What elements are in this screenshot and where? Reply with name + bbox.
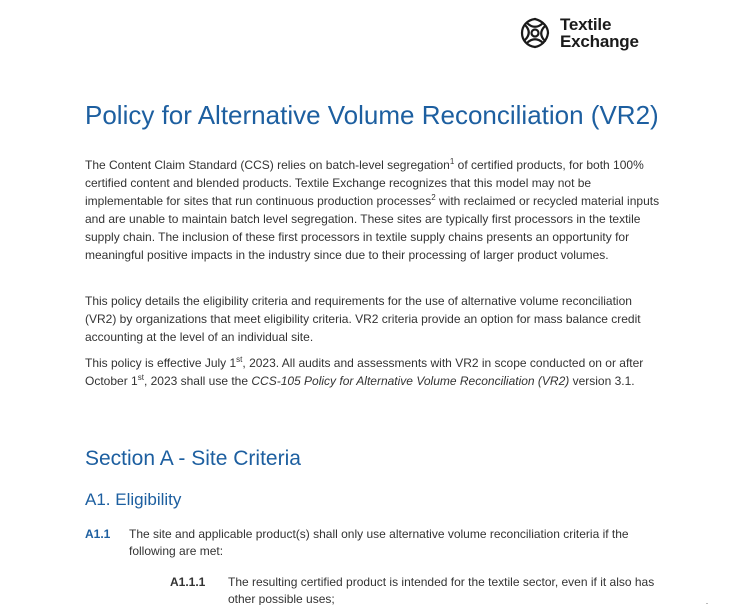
clause-a1-1: [85, 526, 655, 560]
intro-paragraph: [85, 156, 665, 264]
scan-mark: [706, 603, 708, 604]
logo-line-2: Exchange: [560, 32, 639, 51]
clause-number: A1.1: [85, 527, 111, 541]
subsection-title: A1. Eligibility: [85, 490, 182, 509]
section-title: Section A - Site Criteria: [85, 447, 301, 470]
effective-text-1: This policy is effective July 1: [85, 356, 237, 370]
textile-exchange-logo-icon: [518, 16, 552, 50]
clause-number: A1.1.1: [170, 575, 206, 589]
footnote-ref-1: 1: [449, 157, 455, 166]
effective-text-3: , 2023 shall use the: [143, 374, 252, 388]
effective-text-2: , 2023. All audits and assessments with VR2 in scope conducted on or after October 1: [85, 356, 644, 388]
intro-text-3: with reclaimed or recycled material inputs and are unable to maintain batch level segregation. These sites are typically first processors in the textile supply chain. The inclusion of these first processors in textile supply chains presents an opportunity for meaningful positive impacts in the industry since due to their processing of larger product volumes.: [85, 194, 660, 262]
footnote-ref-2: 2: [431, 193, 436, 202]
ordinal-sup-2: st: [137, 373, 144, 382]
scope-paragraph: This policy details the eligibility criteria and requirements for the use of alternative volume reconciliation (VR2) by organizations that meet eligibility criteria. VR2 criteria provide an option for mass balance credit accounting at the level of an individual site.: [85, 294, 641, 344]
logo-wordmark: [560, 16, 639, 50]
intro-text-1: The Content Claim Standard (CCS) relies on batch-level segregation: [85, 158, 450, 172]
clause-text: The site and applicable product(s) shall only use alternative volume reconciliation criteria if the following are met:: [129, 527, 629, 558]
effective-date-paragraph: [85, 354, 665, 390]
policy-document-reference: CCS-105 Policy for Alternative Volume Reconciliation (VR2): [251, 374, 570, 388]
ordinal-sup-1: st: [236, 355, 243, 364]
page-title: Policy for Alternative Volume Reconciliation (VR2): [85, 100, 659, 130]
clause-text: The resulting certified product is intended for the textile sector, even if it also has other possible uses;: [228, 575, 655, 605]
textile-exchange-logo: [518, 16, 639, 50]
intro-text-2: of certified products, for both 100% certified content and blended products. Textile Exchange recognizes that this model may not be implementable for sites that run continuous production processes: [85, 158, 644, 208]
clause-a1-1-1: [170, 574, 655, 605]
effective-text-4: version 3.1.: [569, 374, 635, 388]
logo-line-1: Textile: [560, 15, 612, 34]
